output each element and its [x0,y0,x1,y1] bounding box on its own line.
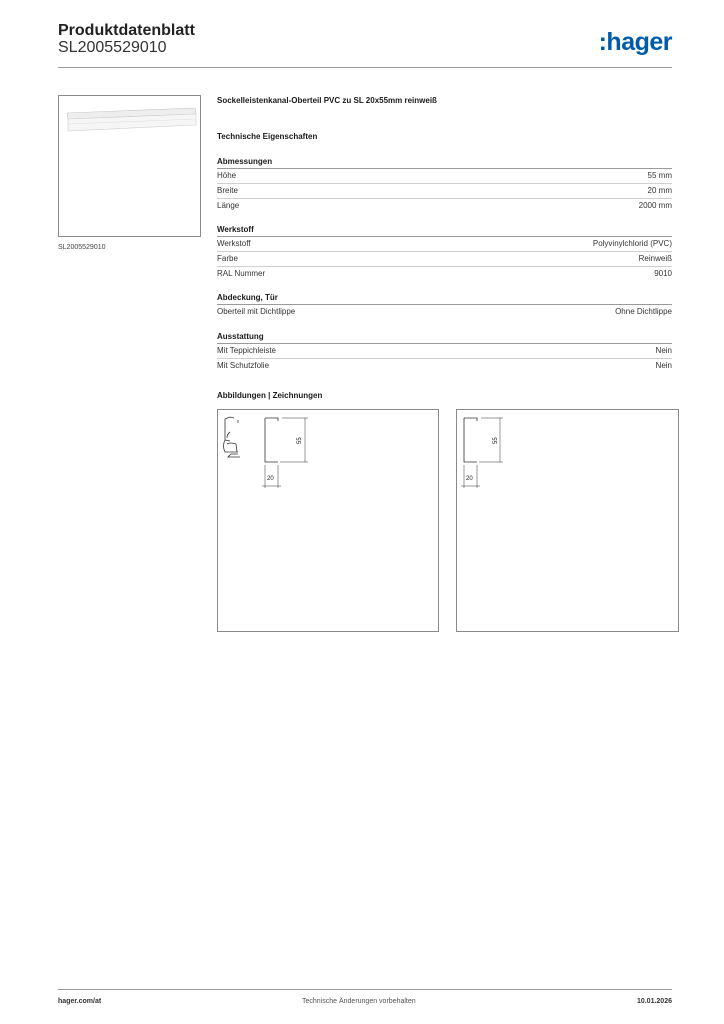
property-value: Nein [655,346,672,355]
width-dimension-label: 20 [267,476,274,482]
section-heading: Abmessungen [217,156,672,169]
property-row [217,305,672,319]
header-divider [58,67,672,68]
property-value: Reinweiß [638,254,672,263]
property-value: 55 mm [647,171,672,180]
property-row [217,252,672,267]
product-image [58,95,201,237]
property-row [217,359,672,373]
property-value: Nein [655,361,672,370]
property-label: Mit Schutzfolie [217,361,270,370]
property-value: 9010 [654,269,672,278]
property-row [217,199,672,213]
property-value: Polyvinylchlorid (PVC) [592,239,672,248]
property-row [217,184,672,199]
footer-website-link[interactable]: hager.com/at [58,998,102,1005]
section-material [217,224,672,281]
property-label: Länge [217,201,240,210]
property-value: 2000 mm [638,201,672,210]
section-cover [217,292,672,319]
footer-divider [58,989,672,990]
property-row [217,237,672,252]
hager-logo: :hager [598,28,672,56]
footer-date: 10.01.2026 [636,998,672,1005]
property-label: Farbe [217,254,238,263]
product-image-caption: SL2005529010 [58,244,106,251]
profile-drawing [218,410,438,631]
section-equipment [217,331,672,373]
product-title: Sockelleistenkanal-Oberteil PVC zu SL 20x55mm reinweiß [217,96,437,105]
section-heading: Werkstoff [217,224,672,237]
section-drawing [457,410,678,631]
property-row [217,344,672,359]
section-heading: Abdeckung, Tür [217,292,672,305]
section-heading: Ausstattung [217,331,672,344]
property-label: Werkstoff [217,239,251,248]
property-label: Mit Teppichleiste [217,346,276,355]
height-dimension-label: 55 [297,437,303,444]
drawing-panel-2 [456,409,679,632]
height-dimension-label: 55 [493,437,499,444]
section-dimensions [217,156,672,213]
property-row [217,169,672,184]
technical-properties-heading: Technische Eigenschaften [217,132,318,141]
property-label: RAL Nummer [217,269,266,278]
property-value: Ohne Dichtlippe [615,307,672,316]
footer-notice: Technische Änderungen vorbehalten [302,998,416,1005]
skirting-cover-image [59,96,200,236]
width-dimension-label: 20 [466,476,473,482]
property-value: 20 mm [647,186,672,195]
document-title: Produktdatenblatt [58,22,195,39]
property-label: Breite [217,186,238,195]
property-label: Oberteil mit Dichtlippe [217,307,296,316]
property-row [217,267,672,281]
drawings-heading: Abbildungen | Zeichnungen [217,391,323,400]
property-label: Höhe [217,171,237,180]
article-number: SL2005529010 [58,39,167,56]
drawing-panel-1 [217,409,439,632]
